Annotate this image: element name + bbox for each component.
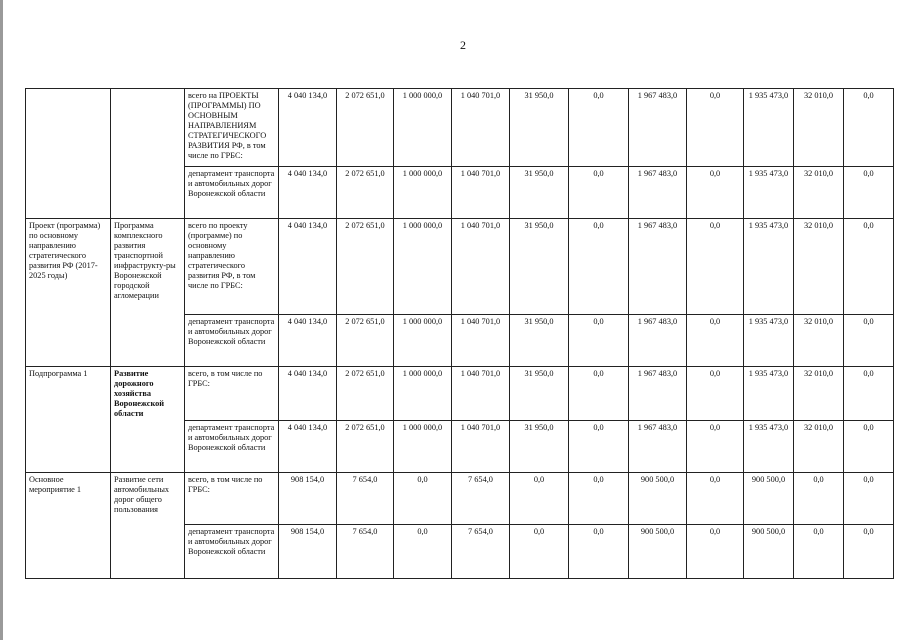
table-row: [26, 89, 894, 167]
value-cell: 0,0: [687, 219, 744, 315]
value-cell: 1 935 473,0: [744, 421, 794, 473]
table-row: [26, 473, 894, 525]
value-cell: 0,0: [687, 315, 744, 367]
value-cell: 0,0: [844, 219, 894, 315]
status-cell: Основное мероприятие 1: [26, 473, 111, 579]
value-cell: 7 654,0: [452, 473, 510, 525]
budget-table: [25, 88, 894, 579]
value-cell: 0,0: [844, 473, 894, 525]
table-row: [26, 219, 894, 315]
value-cell: 4 040 134,0: [279, 367, 337, 421]
value-cell: 0,0: [569, 315, 629, 367]
name-cell: [111, 89, 185, 219]
value-cell: 1 000 000,0: [394, 219, 452, 315]
source-cell: всего, в том числе по ГРБС:: [185, 367, 279, 421]
value-cell: 32 010,0: [794, 421, 844, 473]
value-cell: 1 040 701,0: [452, 219, 510, 315]
value-cell: 0,0: [569, 167, 629, 219]
status-cell: Подпрограмма 1: [26, 367, 111, 473]
value-cell: 1 967 483,0: [629, 89, 687, 167]
value-cell: 0,0: [569, 367, 629, 421]
value-cell: 1 967 483,0: [629, 219, 687, 315]
value-cell: 0,0: [844, 367, 894, 421]
value-cell: 1 000 000,0: [394, 315, 452, 367]
value-cell: 0,0: [844, 315, 894, 367]
value-cell: 0,0: [687, 89, 744, 167]
value-cell: 0,0: [794, 525, 844, 579]
value-cell: 0,0: [794, 473, 844, 525]
value-cell: 32 010,0: [794, 367, 844, 421]
value-cell: 0,0: [844, 89, 894, 167]
name-cell: Развитие сети автомобильных дорог общего пользования: [111, 473, 185, 579]
name-cell: Развитие дорожного хозяйства Воронежской области: [111, 367, 185, 473]
value-cell: 2 072 651,0: [337, 219, 394, 315]
value-cell: 1 000 000,0: [394, 367, 452, 421]
value-cell: 0,0: [394, 473, 452, 525]
source-cell: департамент транспорта и автомобильных дорог Воронежской области: [185, 525, 279, 579]
value-cell: 0,0: [687, 473, 744, 525]
value-cell: 900 500,0: [629, 473, 687, 525]
table-row: [26, 367, 894, 421]
value-cell: 0,0: [844, 525, 894, 579]
page-number: 2: [460, 38, 466, 52]
value-cell: 31 950,0: [510, 167, 569, 219]
value-cell: 0,0: [569, 421, 629, 473]
value-cell: 0,0: [510, 525, 569, 579]
value-cell: 908 154,0: [279, 473, 337, 525]
source-cell: департамент транспорта и автомобильных дорог Воронежской области: [185, 421, 279, 473]
name-cell: Программа комплексного развития транспортной инфраструкту-ры Воронежской городской агломерации: [111, 219, 185, 367]
value-cell: 31 950,0: [510, 421, 569, 473]
value-cell: 4 040 134,0: [279, 315, 337, 367]
value-cell: 2 072 651,0: [337, 315, 394, 367]
value-cell: 32 010,0: [794, 219, 844, 315]
value-cell: 1 967 483,0: [629, 367, 687, 421]
value-cell: 0,0: [569, 219, 629, 315]
value-cell: 1 967 483,0: [629, 315, 687, 367]
value-cell: 1 935 473,0: [744, 89, 794, 167]
value-cell: 7 654,0: [452, 525, 510, 579]
value-cell: 908 154,0: [279, 525, 337, 579]
value-cell: 900 500,0: [744, 473, 794, 525]
value-cell: 900 500,0: [744, 525, 794, 579]
value-cell: 900 500,0: [629, 525, 687, 579]
value-cell: 2 072 651,0: [337, 421, 394, 473]
value-cell: 1 967 483,0: [629, 421, 687, 473]
value-cell: 31 950,0: [510, 89, 569, 167]
scan-edge-shadow: [0, 0, 3, 640]
value-cell: 1 935 473,0: [744, 167, 794, 219]
source-cell: всего, в том числе по ГРБС:: [185, 473, 279, 525]
value-cell: 0,0: [687, 167, 744, 219]
source-cell: всего на ПРОЕКТЫ (ПРОГРАММЫ) ПО ОСНОВНЫМ НАПРАВЛЕНИЯМ СТРАТЕГИЧЕСКОГО РАЗВИТИЯ РФ, в том числе по ГРБС:: [185, 89, 279, 167]
value-cell: 1 935 473,0: [744, 219, 794, 315]
value-cell: 0,0: [569, 473, 629, 525]
value-cell: 1 000 000,0: [394, 167, 452, 219]
value-cell: 32 010,0: [794, 89, 844, 167]
value-cell: 4 040 134,0: [279, 421, 337, 473]
budget-table-body: [26, 89, 894, 579]
value-cell: 4 040 134,0: [279, 219, 337, 315]
value-cell: 0,0: [510, 473, 569, 525]
value-cell: 2 072 651,0: [337, 367, 394, 421]
value-cell: 0,0: [569, 89, 629, 167]
value-cell: 2 072 651,0: [337, 167, 394, 219]
value-cell: 0,0: [687, 367, 744, 421]
source-cell: всего по проекту (программе) по основному направлению стратегического развития РФ, в том числе по ГРБС:: [185, 219, 279, 315]
value-cell: 1 040 701,0: [452, 89, 510, 167]
value-cell: 7 654,0: [337, 473, 394, 525]
value-cell: 7 654,0: [337, 525, 394, 579]
status-cell: [26, 89, 111, 219]
value-cell: 4 040 134,0: [279, 167, 337, 219]
value-cell: 0,0: [844, 421, 894, 473]
value-cell: 0,0: [844, 167, 894, 219]
value-cell: 31 950,0: [510, 367, 569, 421]
value-cell: 0,0: [394, 525, 452, 579]
value-cell: 1 040 701,0: [452, 421, 510, 473]
value-cell: 0,0: [687, 421, 744, 473]
value-cell: 1 000 000,0: [394, 89, 452, 167]
value-cell: 4 040 134,0: [279, 89, 337, 167]
source-cell: департамент транспорта и автомобильных дорог Воронежской области: [185, 315, 279, 367]
value-cell: 2 072 651,0: [337, 89, 394, 167]
value-cell: 1 040 701,0: [452, 367, 510, 421]
value-cell: 1 967 483,0: [629, 167, 687, 219]
source-cell: департамент транспорта и автомобильных дорог Воронежской области: [185, 167, 279, 219]
value-cell: 32 010,0: [794, 315, 844, 367]
value-cell: 1 000 000,0: [394, 421, 452, 473]
value-cell: 1 935 473,0: [744, 315, 794, 367]
value-cell: 1 040 701,0: [452, 315, 510, 367]
value-cell: 0,0: [687, 525, 744, 579]
value-cell: 31 950,0: [510, 219, 569, 315]
status-cell: Проект (программа) по основному направлению стратегического развития РФ (2017-2025 годы): [26, 219, 111, 367]
value-cell: 1 040 701,0: [452, 167, 510, 219]
value-cell: 31 950,0: [510, 315, 569, 367]
value-cell: 32 010,0: [794, 167, 844, 219]
value-cell: 0,0: [569, 525, 629, 579]
value-cell: 1 935 473,0: [744, 367, 794, 421]
